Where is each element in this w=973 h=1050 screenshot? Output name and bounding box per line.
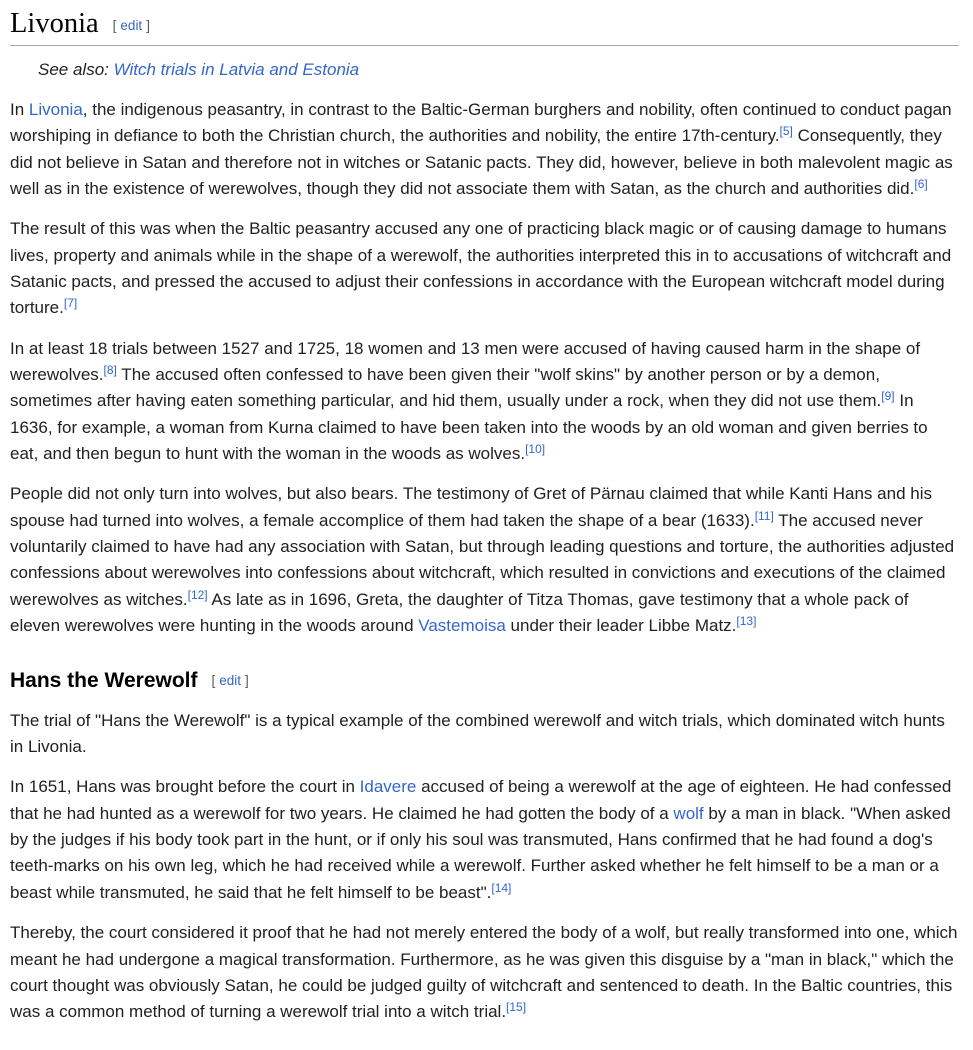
wiki-link-wolf[interactable]: wolf [673, 803, 704, 823]
reference-link-14[interactable]: [14] [491, 880, 512, 895]
wiki-link-vastemoisa[interactable]: Vastemoisa [418, 616, 506, 636]
reference-marker [755, 509, 774, 523]
reference-link-11[interactable]: [11] [754, 508, 774, 523]
edit-link[interactable]: edit [219, 672, 242, 688]
paragraph-text: Consequently, they did not believe in Satan and therefore not in witches or Satanic pacts. They did, however, believe in both malevolent magic as well as in the existence of werewolves, though they did not associate them with Satan, as the church and authorities did. [10, 126, 953, 198]
reference-marker [188, 588, 208, 602]
hatnote-prefix: See also: [38, 59, 114, 79]
reference-marker [914, 177, 927, 191]
reference-marker [736, 614, 756, 628]
paragraph-text: As late as in 1696, Greta, the daughter of Titza Thomas, gave testimony that a whole pack of eleven werewolves were hunting in the woods around [10, 589, 909, 636]
reference-marker [64, 296, 77, 310]
wiki-link-livonia[interactable]: Livonia [28, 99, 83, 119]
paragraph-text: Thereby, the court considered it proof that he had not merely entered the body of a wolf, but really transformed into one, which meant he had undergone a magical transformation. Furthermore, as he was given this disguise by a "man in black," which the court thought was obviously Satan, he could be judged guilty of witchcraft and sentenced to death. In the Baltic countries, this was a common method of turning a werewolf trial into a witch trial. [10, 923, 958, 1022]
reference-link-12[interactable]: [12] [187, 587, 208, 602]
paragraph [10, 774, 959, 906]
reference-link-9[interactable]: [9] [881, 389, 895, 404]
section-heading-hans-the-werewolf [10, 668, 959, 694]
hatnote-link-witch-trials-in-latvia-and-estonia[interactable]: Witch trials in Latvia and Estonia [113, 59, 360, 79]
paragraph-text: accused of being a werewolf at the age of eighteen. He had confessed that he had hunted as a werewolf for two years. He claimed he had gotten the body of a [10, 777, 952, 823]
paragraph [10, 336, 959, 468]
paragraph-text: , the indigenous peasantry, in contrast to the Baltic-German burghers and nobility, often continued to conduct pagan worshiping in defiance to both the Christian church, the authorities and nobility, the entire 17th-century. [10, 99, 952, 146]
edit-bracket-close-icon: ] [146, 18, 150, 33]
reference-link-8[interactable]: [8] [103, 363, 117, 378]
paragraph-text: In 1651, Hans was brought before the court in [10, 777, 360, 797]
paragraph-text: The accused never voluntarily claimed to have had any association with Satan, but through leading questions and torture, the authorities adjusted confessions about werewolves into confessions about witchcraft, which resulted in convictions and executions of the claimed werewolves as witches. [10, 510, 955, 609]
reference-marker [525, 442, 545, 456]
paragraph-text: In 1636, for example, a woman from Kurna claimed to have been taken into the woods by an old woman and given berries to eat, and then begun to hunt with the woman in the woods as wolves. [10, 391, 928, 464]
edit-bracket-close-icon: ] [245, 672, 249, 688]
paragraph [10, 97, 959, 202]
paragraph [10, 920, 959, 1025]
reference-marker [104, 363, 117, 377]
edit-bracket-open-icon: [ [112, 18, 117, 33]
paragraph [10, 708, 959, 761]
reference-marker [491, 881, 511, 895]
section-headline: Hans the Werewolf [10, 668, 198, 692]
wiki-link-idavere[interactable]: Idavere [359, 777, 417, 797]
reference-marker [780, 124, 793, 138]
paragraph-text: by a man in black. "When asked by the judges if his body took part in the hunt, or if only his soul was transmuted, Hans confirmed that he had found a dog's teeth-marks on his own leg, which he had received while a werewolf. Further asked whether he felt himself to be a man or a beast while transmuted, he said that he felt himself to be beast". [10, 803, 951, 902]
reference-marker [506, 1000, 526, 1014]
paragraph-text: The result of this was when the Baltic peasantry accused any one of practicing black magic or of causing damage to humans lives, property and animals while in the shape of a werewolf, the authorities interpreted this in to accusations of witchcraft and Satanic pacts, and pressed the accused to adjust their confessions in accordance with the European witchcraft model during torture. [10, 219, 952, 318]
paragraph-text: The accused often confessed to have been given their "wolf skins" by another person or by a demon, sometimes after having eaten something particular, and hid them, usually under a rock, when they did not use them. [10, 365, 882, 411]
paragraph-text: under their leader Libbe Matz. [505, 616, 737, 636]
reference-link-10[interactable]: [10] [525, 442, 546, 457]
paragraph-text: The trial of "Hans the Werewolf" is a typical example of the combined werewolf and witch trials, which dominated witch hunts in Livonia. [10, 710, 945, 757]
paragraph-text: In [10, 99, 29, 119]
paragraph [10, 481, 959, 639]
paragraph-text: People did not only turn into wolves, but also bears. The testimony of Gret of Pärnau claimed that while Kanti Hans and his spouse had turned into wolves, a female accomplice of them had taken the shape of a bear (1633). [10, 484, 932, 530]
edit-section [113, 18, 150, 33]
paragraph [10, 216, 959, 321]
hatnote [10, 57, 959, 83]
reference-link-6[interactable]: [6] [914, 177, 928, 191]
edit-section [211, 673, 248, 688]
reference-link-7[interactable]: [7] [63, 296, 78, 311]
paragraph-text: In at least 18 trials between 1527 and 1725, 18 women and 13 men were accused of having caused harm in the shape of werewolves. [10, 338, 921, 385]
section-heading-livonia [10, 6, 959, 46]
section-headline: Livonia [10, 8, 99, 39]
edit-bracket-open-icon: [ [211, 672, 216, 688]
reference-link-13[interactable]: [13] [736, 614, 757, 629]
reference-marker [881, 389, 894, 403]
reference-link-5[interactable]: [5] [779, 124, 793, 139]
edit-link[interactable]: edit [120, 18, 143, 33]
reference-link-15[interactable]: [15] [506, 1000, 527, 1015]
